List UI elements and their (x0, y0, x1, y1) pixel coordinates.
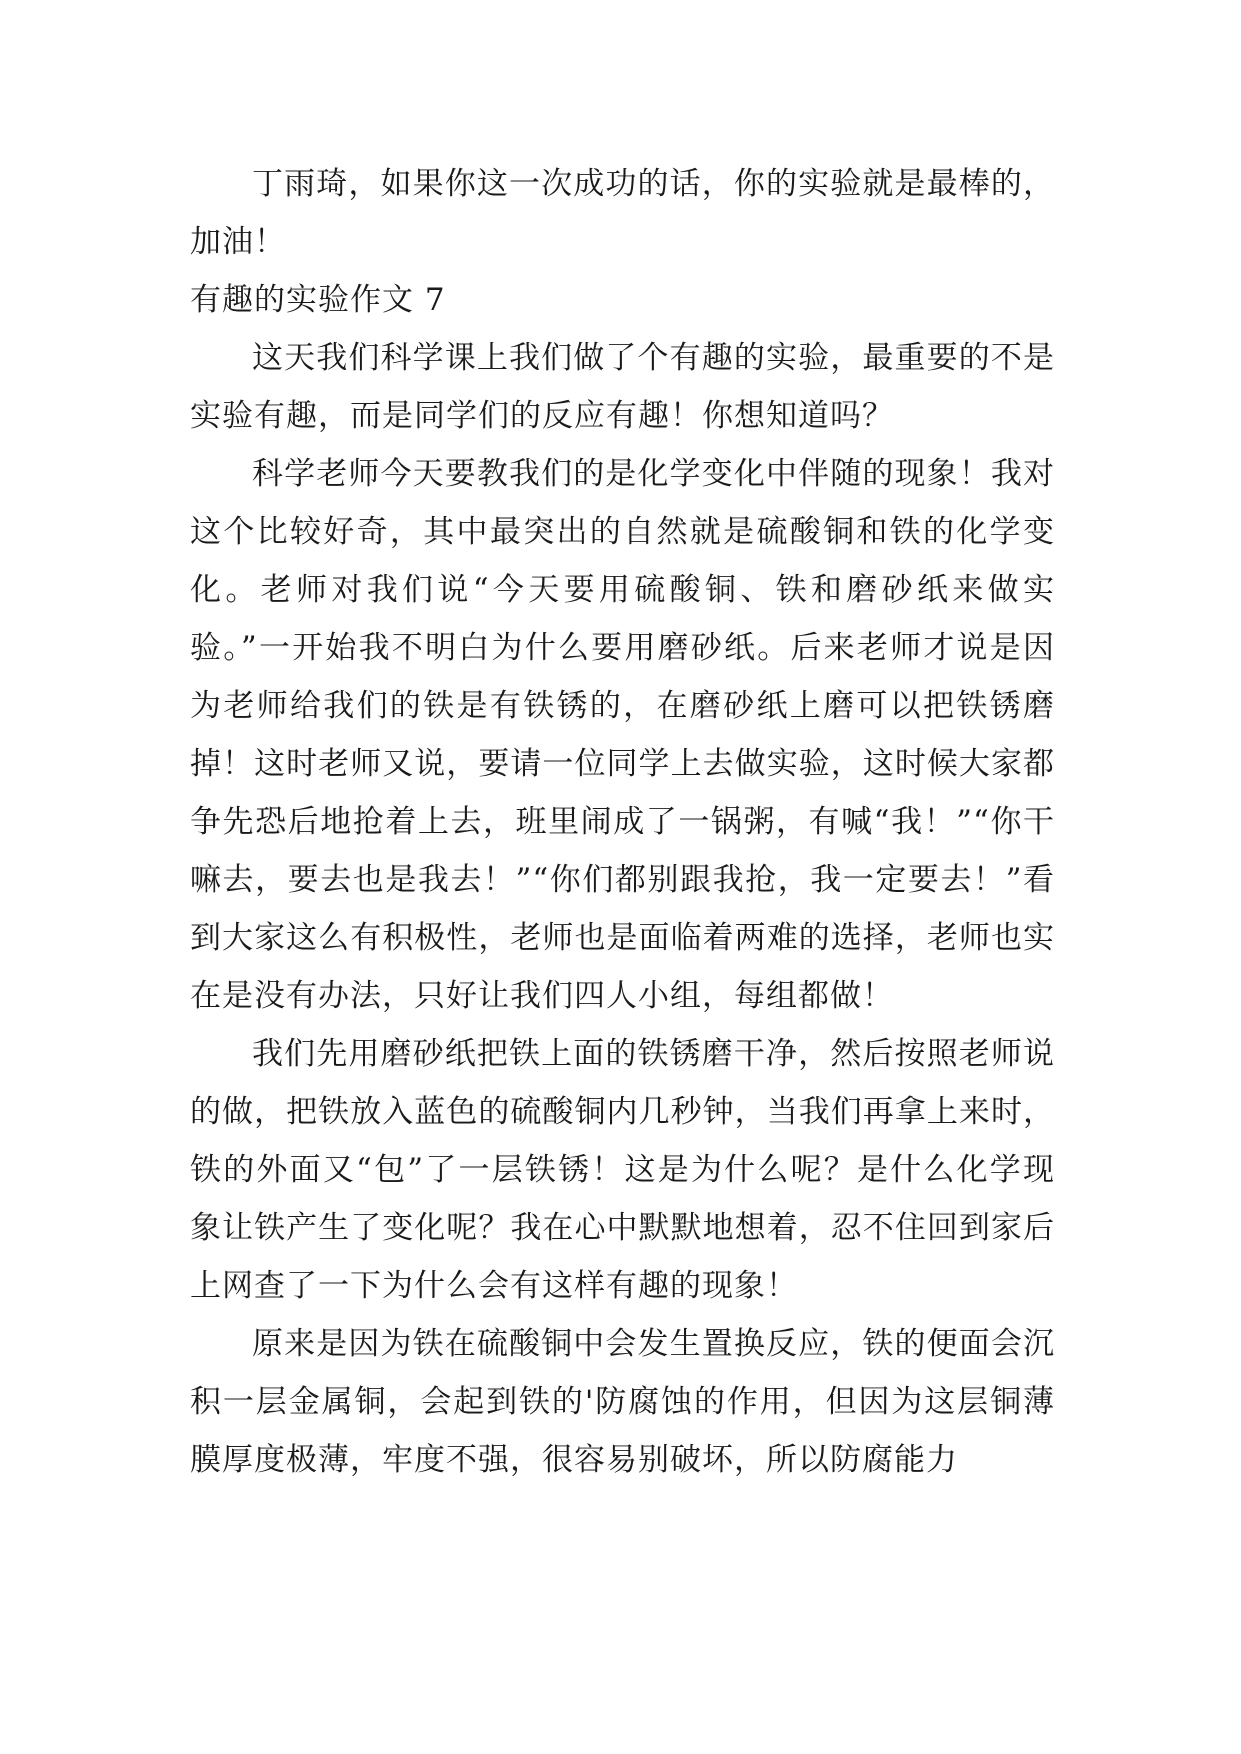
paragraph-closing-previous: 丁雨琦，如果你这一次成功的话，你的实验就是最棒的，加油！ (190, 166, 1055, 260)
document-body (190, 155, 1055, 1489)
paragraph-4: 原来是因为铁在硫酸铜中会发生置换反应，铁的便面会沉积一层金属铜，会起到铁的'防腐蚀的作用，但因为这层铜薄膜厚度极薄，牢度不强，很容易别破坏，所以防腐能力 (190, 1326, 1055, 1478)
paragraph-3: 我们先用磨砂纸把铁上面的铁锈磨干净，然后按照老师说的做，把铁放入蓝色的硫酸铜内几秒钟，当我们再拿上来时，铁的外面又“包”了一层铁锈！这是为什么呢？是什么化学现象让铁产生了变化呢？我在心中默默地想着，忍不住回到家后上网查了一下为什么会有这样有趣的现象！ (190, 1036, 1055, 1304)
paragraph-1: 这天我们科学课上我们做了个有趣的实验，最重要的不是实验有趣，而是同学们的反应有趣！你想知道吗？ (190, 340, 1055, 434)
essay-heading: 有趣的实验作文 7 (190, 282, 446, 318)
paragraph-2: 科学老师今天要教我们的是化学变化中伴随的现象！我对这个比较好奇，其中最突出的自然就是硫酸铜和铁的化学变化。老师对我们说“今天要用硫酸铜、铁和磨砂纸来做实验。”一开始我不明白为什么要用磨砂纸。后来老师才说是因为老师给我们的铁是有铁锈的，在磨砂纸上磨可以把铁锈磨掉！这时老师又说，要请一位同学上去做实验，这时候大家都争先恐后地抢着上去，班里闹成了一锅粥，有喊“我！”“你干嘛去，要去也是我去！”“你们都别跟我抢，我一定要去！”看到大家这么有积极性，老师也是面临着两难的选择，老师也实在是没有办法，只好让我们四人小组，每组都做！ (190, 456, 1055, 1014)
